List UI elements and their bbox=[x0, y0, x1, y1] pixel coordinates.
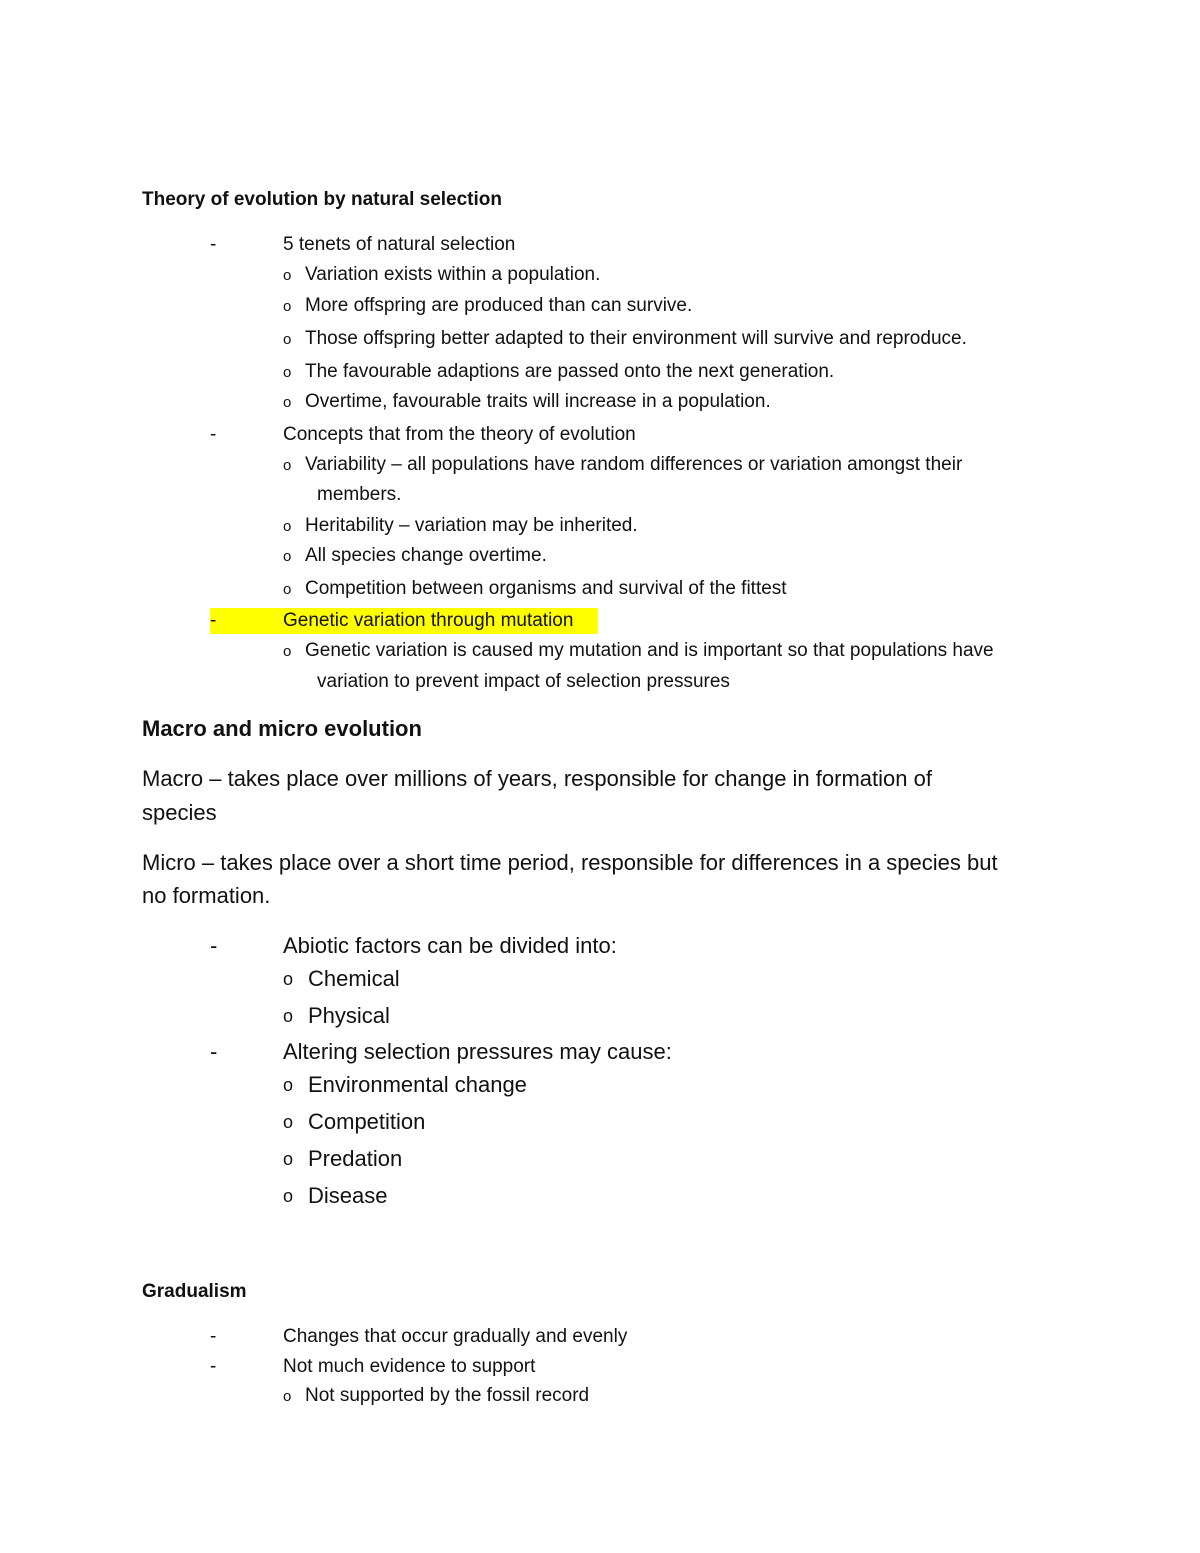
sub-item: Predation bbox=[308, 1146, 403, 1171]
sub-item: Competition bbox=[308, 1109, 426, 1134]
list-item-selection-pressures: Altering selection pressures may cause: bbox=[283, 1039, 672, 1064]
dash-marker: - bbox=[210, 1356, 217, 1377]
bullet-marker: o bbox=[283, 1388, 292, 1405]
sub-item: Genetic variation is caused my mutation and is important so that populations have bbox=[305, 640, 994, 661]
section-heading-theory: Theory of evolution by natural selection bbox=[142, 189, 502, 210]
bullet-marker: o bbox=[283, 1006, 294, 1026]
bullet-marker: o bbox=[283, 457, 292, 474]
sub-item: Not supported by the fossil record bbox=[305, 1385, 590, 1406]
list-item-genetic-variation: Genetic variation through mutation bbox=[283, 610, 574, 631]
bullet-marker: o bbox=[283, 394, 292, 411]
sub-item: More offspring are produced than can survive. bbox=[305, 295, 693, 316]
sub-item: All species change overtime. bbox=[305, 545, 547, 566]
bullet-marker: o bbox=[283, 643, 292, 660]
sub-item: Chemical bbox=[308, 966, 400, 991]
sub-item: Overtime, favourable traits will increase in a population. bbox=[305, 391, 771, 412]
paragraph-macro-continuation: species bbox=[142, 800, 217, 825]
dash-marker: - bbox=[210, 933, 218, 958]
dash-marker: - bbox=[210, 1326, 217, 1347]
bullet-marker: o bbox=[283, 1112, 294, 1132]
bullet-marker: o bbox=[283, 518, 292, 535]
bullet-marker: o bbox=[283, 1149, 294, 1169]
sub-item: Disease bbox=[308, 1183, 388, 1208]
bullet-marker: o bbox=[283, 331, 292, 348]
paragraph-micro: Micro – takes place over a short time period, responsible for differences in a species but bbox=[142, 850, 998, 875]
list-item-evidence: Not much evidence to support bbox=[283, 1356, 536, 1377]
sub-item: Variation exists within a population. bbox=[305, 264, 601, 285]
sub-item: Environmental change bbox=[308, 1072, 527, 1097]
list-item-concepts: Concepts that from the theory of evolution bbox=[283, 424, 636, 445]
sub-item: Heritability – variation may be inherited. bbox=[305, 515, 638, 536]
sub-item: Variability – all populations have random differences or variation amongst their bbox=[305, 454, 963, 475]
paragraph-macro: Macro – takes place over millions of years, responsible for change in formation of bbox=[142, 766, 932, 791]
dash-marker: - bbox=[210, 424, 217, 445]
paragraph-micro-continuation: no formation. bbox=[142, 883, 271, 908]
sub-item-continuation: members. bbox=[317, 484, 402, 505]
bullet-marker: o bbox=[283, 298, 292, 315]
dash-marker: - bbox=[210, 610, 217, 631]
section-heading-gradualism: Gradualism bbox=[142, 1281, 247, 1302]
sub-item: Those offspring better adapted to their environment will survive and reproduce. bbox=[305, 328, 967, 349]
sub-item: Physical bbox=[308, 1003, 390, 1028]
bullet-marker: o bbox=[283, 1075, 294, 1095]
dash-marker: - bbox=[210, 234, 217, 255]
dash-marker: - bbox=[210, 1039, 218, 1064]
list-item-tenets: 5 tenets of natural selection bbox=[283, 234, 516, 255]
sub-item: The favourable adaptions are passed onto the next generation. bbox=[305, 361, 835, 382]
list-item-abiotic: Abiotic factors can be divided into: bbox=[283, 933, 617, 958]
bullet-marker: o bbox=[283, 548, 292, 565]
bullet-marker: o bbox=[283, 364, 292, 381]
bullet-marker: o bbox=[283, 1186, 294, 1206]
sub-item: Competition between organisms and survival of the fittest bbox=[305, 578, 787, 599]
bullet-marker: o bbox=[283, 581, 292, 598]
section-heading-macro-micro: Macro and micro evolution bbox=[142, 716, 422, 741]
bullet-marker: o bbox=[283, 969, 294, 989]
bullet-marker: o bbox=[283, 267, 292, 284]
list-item-changes: Changes that occur gradually and evenly bbox=[283, 1326, 628, 1347]
sub-item-continuation: variation to prevent impact of selection pressures bbox=[317, 671, 730, 692]
